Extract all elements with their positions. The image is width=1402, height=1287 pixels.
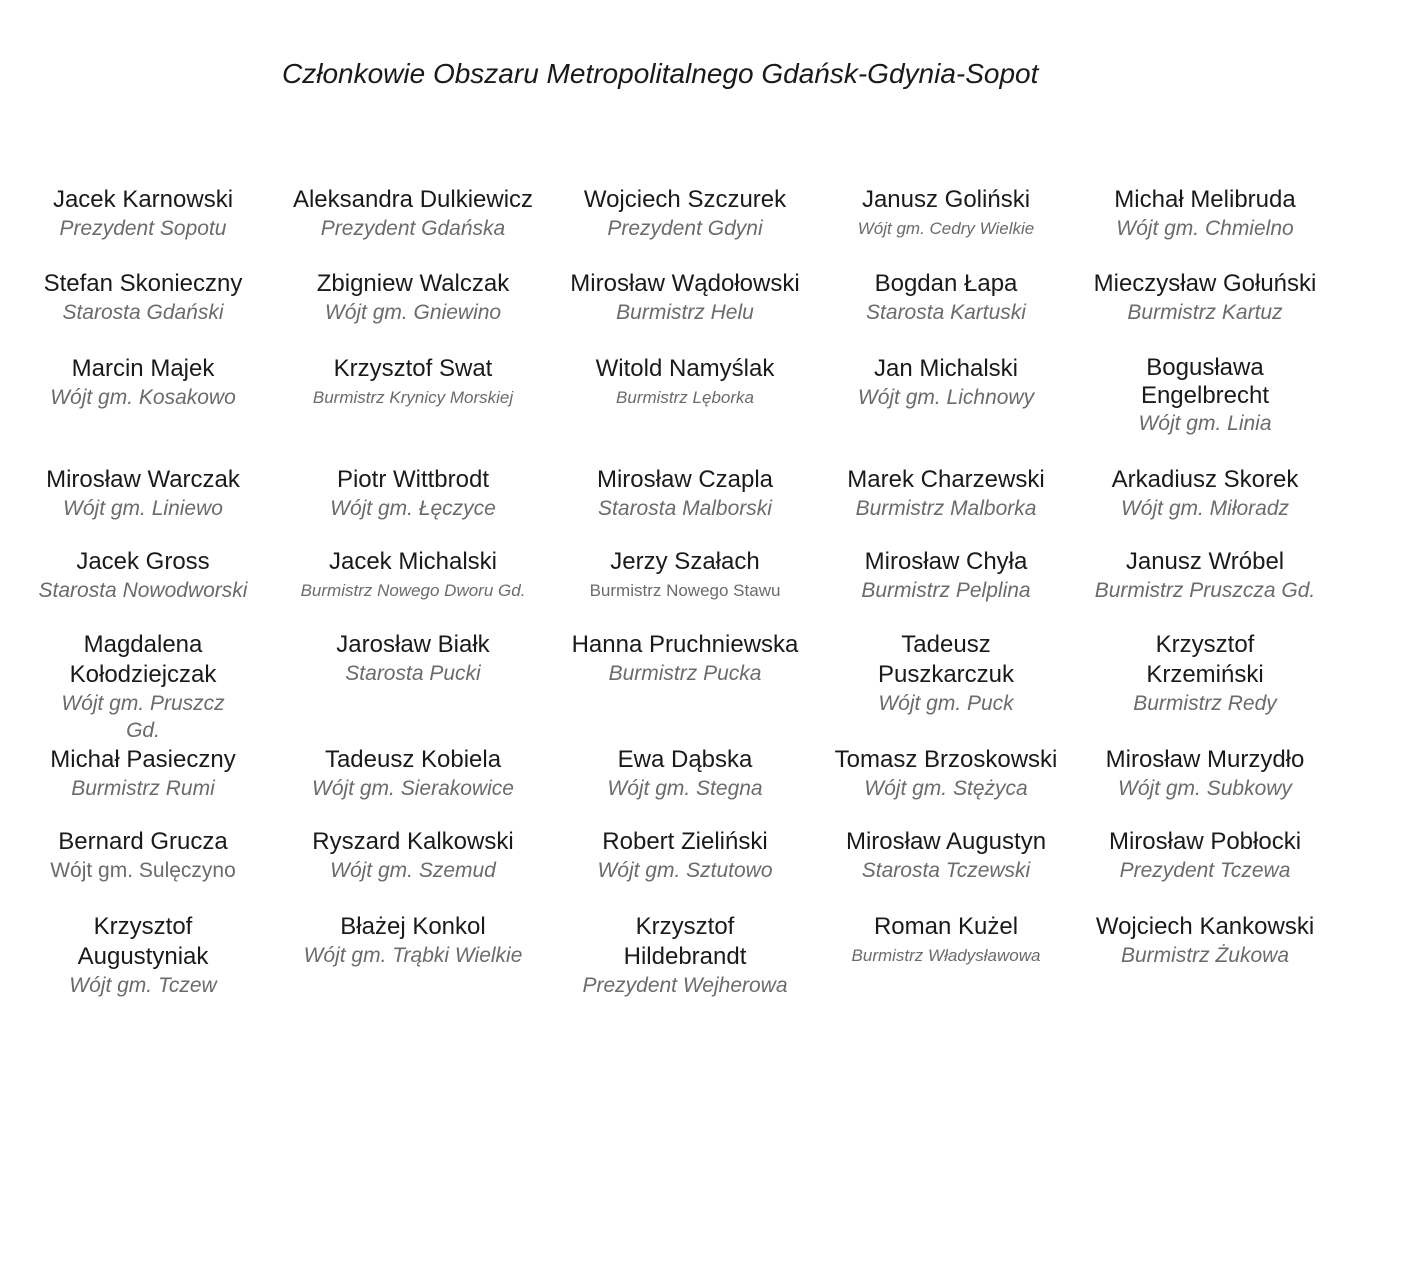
member-card bbox=[560, 630, 810, 687]
member-name: Stefan Skonieczny bbox=[43, 270, 243, 297]
member-card bbox=[560, 465, 810, 522]
member-role: Wójt gm. Łęczyce bbox=[330, 497, 496, 520]
member-name: Ewa Dąbska bbox=[617, 746, 753, 773]
member-card bbox=[560, 547, 810, 604]
member-role: Wójt gm. Chmielno bbox=[1116, 217, 1294, 240]
member-card bbox=[18, 827, 268, 884]
member-name: Michał Pasieczny bbox=[50, 746, 236, 773]
member-card bbox=[18, 269, 268, 326]
member-role: Wójt gm. Puck bbox=[878, 692, 1014, 715]
member-card bbox=[18, 547, 268, 604]
member-role: Wójt gm. Lichnowy bbox=[857, 386, 1035, 409]
member-card bbox=[1082, 745, 1328, 802]
member-role: Burmistrz Nowego Dworu Gd. bbox=[300, 581, 526, 600]
member-card bbox=[826, 630, 1066, 717]
member-card bbox=[18, 465, 268, 522]
member-card bbox=[282, 269, 544, 326]
member-name: Bernard Grucza bbox=[58, 828, 228, 855]
member-role: Wójt gm. Szemud bbox=[330, 859, 496, 882]
member-name: Mirosław Pobłocki bbox=[1108, 828, 1302, 855]
member-card bbox=[826, 185, 1066, 242]
member-name: Mirosław Czapla bbox=[596, 466, 774, 493]
member-card bbox=[826, 745, 1066, 802]
member-name: Tadeusz Kobiela bbox=[324, 746, 502, 773]
member-name: Jacek Gross bbox=[76, 548, 210, 575]
member-name: Arkadiusz Skorek bbox=[1111, 466, 1299, 493]
member-name: Bogdan Łapa bbox=[874, 270, 1018, 297]
member-card bbox=[1082, 185, 1328, 242]
member-card bbox=[18, 630, 268, 744]
member-card bbox=[1082, 630, 1328, 717]
member-card bbox=[282, 354, 544, 411]
member-name: Jerzy Szałach bbox=[610, 548, 760, 575]
member-name: Mirosław Murzydło bbox=[1105, 746, 1305, 773]
member-role: Burmistrz Kartuz bbox=[1127, 301, 1283, 324]
member-card bbox=[826, 269, 1066, 326]
member-role: Burmistrz Władysławowa bbox=[851, 946, 1041, 965]
member-role: Burmistrz Krynicy Morskiej bbox=[312, 388, 514, 407]
member-role: Wójt gm. Liniewo bbox=[63, 497, 223, 520]
member-name: Marek Charzewski bbox=[847, 466, 1045, 493]
member-role: Burmistrz Redy bbox=[1133, 692, 1277, 715]
member-role: Wójt gm. Pruszcz Gd. bbox=[61, 692, 225, 742]
member-name: Jan Michalski bbox=[873, 355, 1019, 382]
member-card bbox=[282, 465, 544, 522]
member-card bbox=[282, 745, 544, 802]
member-name: Wojciech Kankowski bbox=[1095, 913, 1315, 940]
member-name: Mirosław Chyła bbox=[864, 548, 1028, 575]
member-name: Zbigniew Walczak bbox=[316, 270, 510, 297]
member-role: Starosta Malborski bbox=[598, 497, 772, 520]
member-role: Burmistrz Pruszcza Gd. bbox=[1094, 579, 1316, 602]
member-name: Bogusława Engelbrecht bbox=[1140, 354, 1270, 409]
member-role: Burmistrz Pelplina bbox=[861, 579, 1031, 602]
member-name: Błażej Konkol bbox=[340, 913, 486, 940]
member-name: Jarosław Białk bbox=[336, 631, 490, 658]
member-name: Hanna Pruchniewska bbox=[571, 631, 799, 658]
page-title: Członkowie Obszaru Metropolitalnego Gdańsk-Gdynia-Sopot bbox=[282, 58, 1039, 89]
member-role: Prezydent Tczewa bbox=[1119, 859, 1291, 882]
member-card bbox=[18, 185, 268, 242]
member-card bbox=[1082, 269, 1328, 326]
member-role: Starosta Tczewski bbox=[861, 859, 1031, 882]
member-card bbox=[826, 547, 1066, 604]
member-name: Magdalena Kołodziejczak bbox=[69, 631, 217, 688]
member-card bbox=[282, 185, 544, 242]
member-name: Tomasz Brzoskowski bbox=[834, 746, 1058, 773]
member-name: Michał Melibruda bbox=[1114, 186, 1296, 213]
member-role: Starosta Gdański bbox=[62, 301, 224, 324]
member-role: Starosta Pucki bbox=[345, 662, 481, 685]
member-role: Wójt gm. Subkowy bbox=[1118, 777, 1292, 800]
member-role: Wójt gm. Sierakowice bbox=[312, 777, 514, 800]
member-card bbox=[1082, 912, 1328, 969]
member-role: Wójt gm. Trąbki Wielkie bbox=[303, 944, 523, 967]
member-name: Janusz Wróbel bbox=[1125, 548, 1285, 575]
member-name: Krzysztof Swat bbox=[333, 355, 493, 382]
member-card bbox=[1082, 827, 1328, 884]
member-card bbox=[1082, 547, 1328, 604]
member-role: Burmistrz Helu bbox=[616, 301, 754, 324]
member-name: Krzysztof Krzemiński bbox=[1146, 631, 1264, 688]
member-name: Krzysztof Hildebrandt bbox=[623, 913, 747, 970]
member-name: Janusz Goliński bbox=[861, 186, 1031, 213]
member-role: Wójt gm. Stegna bbox=[607, 777, 763, 800]
member-role: Wójt gm. Tczew bbox=[69, 974, 217, 997]
member-role: Wójt gm. Sztutowo bbox=[597, 859, 773, 882]
member-name: Robert Zieliński bbox=[602, 828, 768, 855]
member-role: Wójt gm. Cedry Wielkie bbox=[857, 219, 1035, 238]
member-name: Piotr Wittbrodt bbox=[336, 466, 490, 493]
member-role: Wójt gm. Gniewino bbox=[324, 301, 502, 324]
member-card bbox=[282, 912, 544, 969]
member-card bbox=[560, 354, 810, 411]
member-card bbox=[282, 630, 544, 687]
member-name: Aleksandra Dulkiewicz bbox=[292, 186, 534, 213]
member-name: Mirosław Warczak bbox=[46, 466, 240, 493]
member-name: Ryszard Kalkowski bbox=[312, 828, 514, 855]
member-name: Marcin Majek bbox=[71, 355, 215, 382]
member-name: Jacek Karnowski bbox=[52, 186, 234, 213]
member-name: Tadeusz Puszkarczuk bbox=[877, 631, 1015, 688]
member-card bbox=[560, 745, 810, 802]
member-role: Burmistrz Nowego Stawu bbox=[589, 581, 781, 600]
member-card bbox=[1082, 354, 1328, 437]
member-name: Mieczysław Gołuński bbox=[1093, 270, 1317, 297]
member-role: Prezydent Gdańska bbox=[320, 217, 506, 240]
member-card bbox=[560, 827, 810, 884]
member-name: Jacek Michalski bbox=[328, 548, 498, 575]
member-name: Roman Kużel bbox=[873, 913, 1019, 940]
member-card bbox=[826, 912, 1066, 969]
member-card bbox=[560, 269, 810, 326]
member-role: Prezydent Wejherowa bbox=[582, 974, 788, 997]
member-role: Starosta Kartuski bbox=[866, 301, 1026, 324]
member-role: Prezydent Sopotu bbox=[59, 217, 227, 240]
member-role: Wójt gm. Miłoradz bbox=[1120, 497, 1290, 520]
member-role: Starosta Nowodworski bbox=[38, 579, 248, 602]
member-card bbox=[282, 547, 544, 604]
member-card bbox=[18, 912, 268, 999]
member-card bbox=[560, 912, 810, 999]
member-role: Burmistrz Lęborka bbox=[616, 388, 754, 407]
member-role: Prezydent Gdyni bbox=[607, 217, 763, 240]
member-name: Mirosław Wądołowski bbox=[570, 270, 800, 297]
member-role: Burmistrz Malborka bbox=[855, 497, 1037, 520]
member-card bbox=[18, 354, 268, 411]
member-card bbox=[282, 827, 544, 884]
member-card bbox=[18, 745, 268, 802]
member-card bbox=[1082, 465, 1328, 522]
member-name: Wojciech Szczurek bbox=[583, 186, 787, 213]
member-name: Mirosław Augustyn bbox=[845, 828, 1047, 855]
member-card bbox=[560, 185, 810, 242]
member-card bbox=[826, 354, 1066, 411]
member-role: Wójt gm. Kosakowo bbox=[50, 386, 236, 409]
member-role: Wójt gm. Linia bbox=[1138, 412, 1272, 435]
member-card bbox=[826, 827, 1066, 884]
member-role: Burmistrz Żukowa bbox=[1120, 944, 1290, 967]
member-role: Burmistrz Rumi bbox=[71, 777, 215, 800]
member-role: Wójt gm. Sulęczyno bbox=[50, 859, 236, 882]
member-role: Wójt gm. Stężyca bbox=[864, 777, 1028, 800]
member-card bbox=[826, 465, 1066, 522]
member-name: Witold Namyślak bbox=[595, 355, 775, 382]
member-name: Krzysztof Augustyniak bbox=[77, 913, 209, 970]
member-role: Burmistrz Pucka bbox=[608, 662, 762, 685]
